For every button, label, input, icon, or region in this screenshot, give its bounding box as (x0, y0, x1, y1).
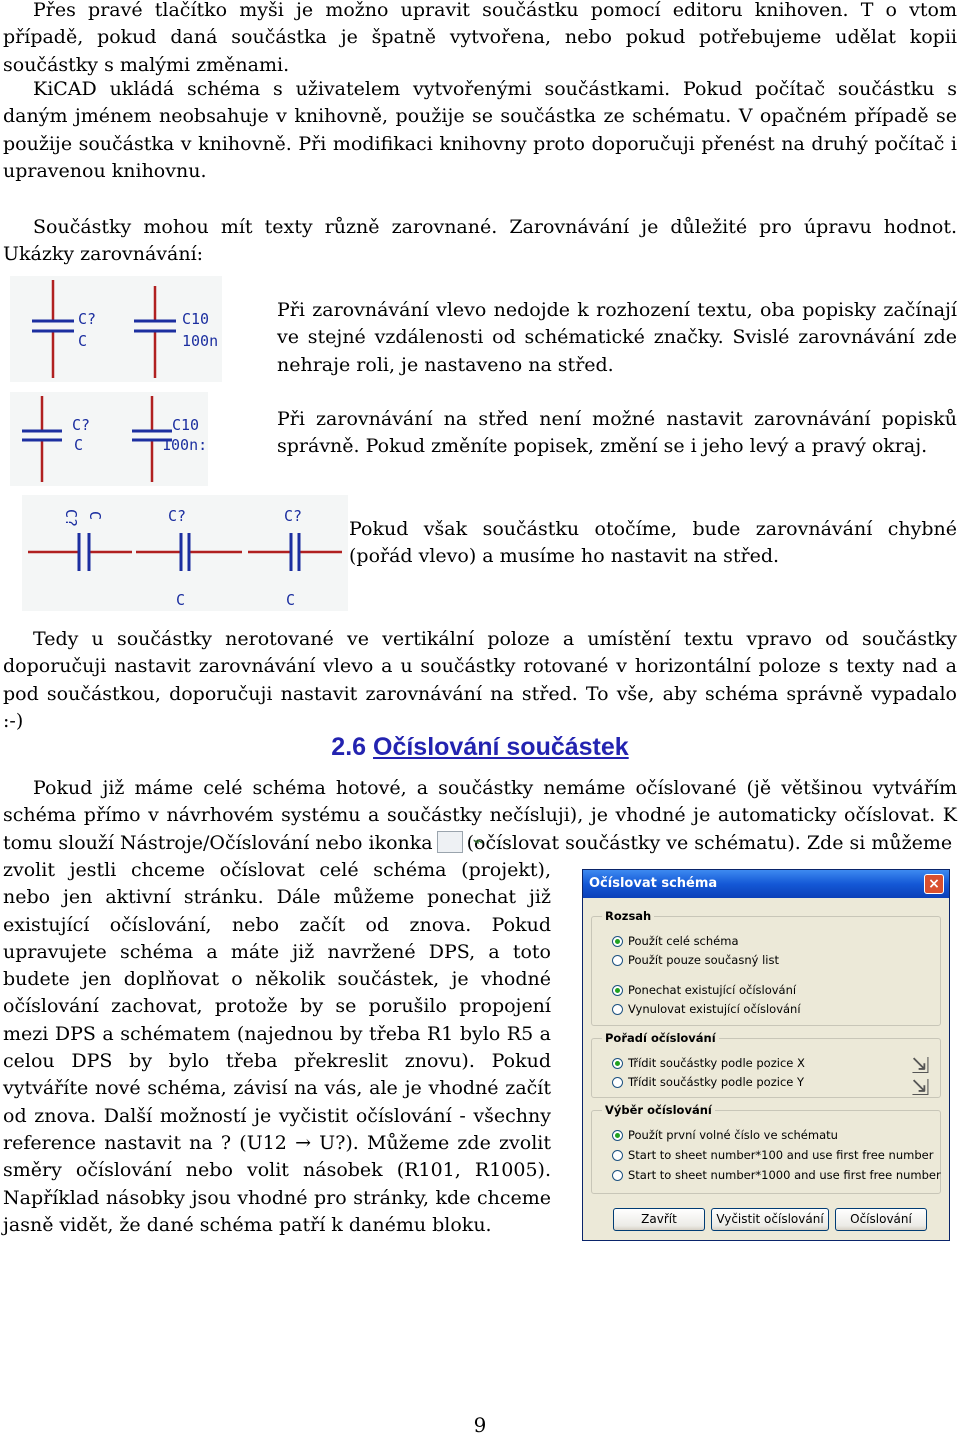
radio-reset-annotation[interactable] (612, 1001, 801, 1017)
fig1-ref: C? (78, 310, 97, 328)
annotate-dialog (582, 869, 950, 1241)
annotate-button[interactable]: Očíslování (835, 1208, 927, 1231)
group-choice-label: Výběr očíslování (602, 1103, 715, 1117)
numbering-paragraph (3, 775, 957, 857)
radio-sort-x[interactable] (612, 1055, 805, 1071)
fig2-value-2: 100n: (162, 436, 208, 454)
page-number: 9 (473, 1413, 487, 1437)
figure-center-aligned (10, 392, 208, 486)
radio-sheet-1000[interactable] (612, 1167, 941, 1183)
radio-first-free[interactable] (612, 1127, 838, 1143)
group-order (591, 1031, 941, 1101)
radio-label: Start to sheet number*1000 and use first free number (628, 1168, 941, 1182)
radio-dot-icon (612, 985, 623, 996)
section-heading (0, 732, 960, 762)
radio-label: Vynulovat existující očíslování (628, 1002, 801, 1016)
intro-paragraph-3: Součástky mohou mít texty různě zarovnané. Zarovnávání je důležité pro úpravu hodnot. Ukázky zarovnávání: (3, 216, 957, 266)
figure-left-aligned (10, 276, 222, 382)
radio-dot-icon (612, 1170, 623, 1181)
radio-keep-annotation[interactable] (612, 982, 796, 998)
fig3-value-3: C (286, 591, 296, 609)
fig1-value-2: 100n (182, 332, 219, 350)
group-order-label: Pořadí očíslování (602, 1031, 719, 1045)
radio-dot-icon (612, 1004, 623, 1015)
fig3-value-rotated: C (86, 511, 104, 521)
center-align-explanation: Při zarovnávání na střed není možné nastavit zarovnávání popisků správně. Pokud změníte popisek, změní se i jeho levý a pravý okraj. (277, 408, 957, 458)
fig1-value: C (78, 332, 88, 350)
fig3-ref-rotated: C? (62, 509, 80, 528)
radio-label: Použít pouze současný list (628, 953, 779, 967)
radio-dot-icon (612, 1150, 623, 1161)
radio-label: Ponechat existující očíslování (628, 983, 797, 997)
section-number: 2.6 (331, 733, 367, 761)
fig3-value-2: C (176, 591, 186, 609)
radio-dot-icon (612, 1130, 623, 1141)
fig3-ref-3: C? (284, 507, 303, 525)
clear-annotation-button[interactable]: Vyčistit očíslování (711, 1208, 829, 1231)
annotate-icon (437, 831, 463, 853)
radio-label: Třídit součástky podle pozice Y (628, 1075, 805, 1089)
radio-dot-icon (612, 955, 623, 966)
section-title: Očíslování součástek (373, 733, 629, 761)
numbering-text-2: (očíslovat součástky ve schématu). Zde si můžeme (466, 831, 953, 854)
radio-dot-icon (612, 1077, 623, 1088)
group-scope-label: Rozsah (602, 909, 654, 923)
numbering-paragraph-cont: zvolit jestli chceme očíslovat celé schéma (projekt), nebo jen aktivní stránku. Dále můžeme ponechat již existující očíslování, nebo začít od znova. Pokud upravujete schéma a máte již navržené DPS, a toto budete jen doplňovat o několik součástek, je vhodné očíslování zachovat, protože by se porušilo propojení mezi DPS a schématem (najednou by třeba R1 bylo R5 a celou DPS by bylo třeba překreslit znovu). Pokud vytváříte nové schéma, závisí na vás, ale je vhodné začít od znova. Další možností je vyčistit očíslování - všechny reference nastavit na ? (U12 → U?). Můžeme zde zvolit směry očíslování nebo volit násobek (R101, R1005). Například násobky jsou vhodné pro stránky, kde chceme jasně vidět, že dané schéma patří k danému bloku. (3, 859, 551, 1236)
order-arrows-icon: ⇲ ⇲ (911, 1054, 930, 1101)
rotated-explanation: Pokud však součástku otočíme, bude zarovnávání chybné (pořád vlevo) a musíme ho nastavit na střed. (349, 518, 957, 568)
radio-dot-icon (612, 936, 623, 947)
radio-label: Třídit součástky podle pozice X (628, 1056, 805, 1070)
summary-paragraph: Tedy u součástky nerotované ve vertikální poloze a umístění textu vpravo od součástky doporučuji nastavit zarovnávání vlevo a u součástky rotované v horizontální poloze s texty nad a pod součástkou, doporučuji nastavit zarovnávání na střed. To vše, aby schéma správně vypadalo :-) (3, 628, 957, 732)
numbering-text-1: Pokud již máme celé schéma hotové, a součástky nemáme očíslované (jě většinou vytvářím schéma přímo v návrhovém systému a součástky nečísluji), je vhodné je automaticky očíslovat. K tomu slouží Nástroje/Očíslování nebo ikonka (3, 777, 957, 854)
radio-label: Použít celé schéma (628, 934, 739, 948)
radio-label: Start to sheet number*100 and use first free number (628, 1148, 934, 1162)
radio-dot-icon (612, 1058, 623, 1069)
fig2-value: C (74, 436, 84, 454)
group-choice (591, 1103, 941, 1194)
radio-whole-schematic[interactable] (612, 933, 739, 949)
dialog-title: Očíslovat schéma (589, 876, 718, 891)
radio-sheet-100[interactable] (612, 1147, 933, 1163)
fig1-ref-2: C10 (182, 310, 210, 328)
left-align-explanation: Při zarovnávání vlevo nedojde k rozhození textu, oba popisky začínají ve stejné vzdálenosti od schématické značky. Svislé zarovnávání zde nehraje roli, je nastaveno na střed. (277, 299, 957, 376)
intro-paragraph-2: KiCAD ukládá schéma s uživatelem vytvořenými součástkami. Pokud počítač součástku s daným jménem neobsahuje v knihovně, použije se součástka ze schématu. V opačném případě se použije součástka v knihovně. Při modifikaci knihovny proto doporučuji přenést na druhý počítač i upravenou knihovnu. (3, 78, 957, 182)
radio-label: Použít první volné číslo ve schématu (628, 1128, 838, 1142)
close-button[interactable]: Zavřít (613, 1208, 705, 1231)
radio-current-sheet[interactable] (612, 952, 779, 968)
fig2-ref-2: C10 (172, 416, 200, 434)
close-icon[interactable]: × (924, 874, 944, 894)
radio-sort-y[interactable] (612, 1074, 804, 1090)
fig2-ref: C? (72, 416, 91, 434)
dialog-titlebar (583, 870, 949, 898)
fig3-ref-2: C? (168, 507, 187, 525)
intro-paragraph-1: Přes pravé tlačítko myši je možno upravit součástku pomocí editoru knihoven. T o vtom případě, pokud daná součástka je špatně vytvořena, nebo pokud potřebujeme udělat kopii součástky s malými změnami. (3, 0, 957, 76)
figure-rotated (22, 495, 348, 611)
group-scope (591, 909, 941, 1026)
